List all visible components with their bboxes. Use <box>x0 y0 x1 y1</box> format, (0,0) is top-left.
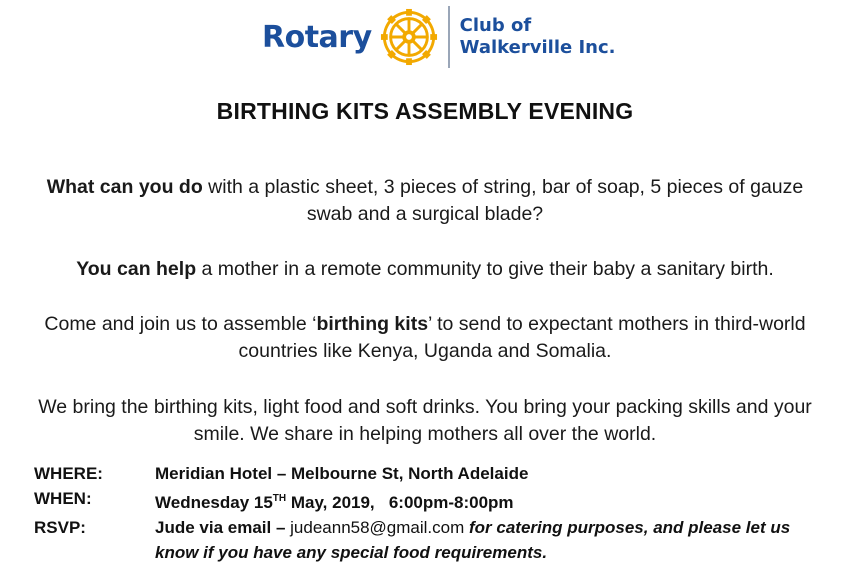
help-lead: You can help <box>76 258 197 280</box>
page-title: BIRTHING KITS ASSEMBLY EVENING <box>216 98 634 124</box>
when-suffix: TH <box>272 493 287 504</box>
rsvp-row <box>34 515 834 565</box>
rsvp-email-link[interactable]: judeann58@gmail.com <box>290 518 465 537</box>
club-line-1: Club of <box>459 15 532 36</box>
where-value: Meridian Hotel – Melbourne St, North Adelaide <box>155 464 529 483</box>
logo-brand: Rotary <box>262 19 372 55</box>
club-line-2: Walkerville Inc. <box>459 37 616 58</box>
join-text-before: Come and join us to assemble ‘ <box>44 313 317 335</box>
logo-divider <box>448 6 450 68</box>
when-label: WHEN: <box>34 489 92 508</box>
club-name <box>460 15 616 59</box>
when-value <box>155 486 834 515</box>
when-rest: May, 2019, 6:00pm-8:00pm <box>286 493 514 512</box>
where-row <box>34 461 834 486</box>
intro-text: with a plastic sheet, 3 pieces of string, bar of soap, 5 pieces of gauze swab and a surgical blade? <box>202 176 804 225</box>
where-label: WHERE: <box>34 464 103 483</box>
rsvp-note: for catering purposes, and please let us know if you have any special food requirements. <box>155 518 791 562</box>
when-day: Wednesday 15 <box>155 493 273 512</box>
bring-paragraph: We bring the birthing kits, light food and soft drinks. You bring your packing skills and your smile. We share in helping mothers all over the world. <box>38 396 812 445</box>
join-text-after: ’ to send to expectant mothers in third-world countries like Kenya, Uganda and Somalia. <box>238 313 806 362</box>
when-row <box>34 486 834 515</box>
join-paragraph <box>30 311 820 365</box>
rsvp-value <box>155 515 834 565</box>
join-emphasis: birthing kits <box>316 313 429 335</box>
intro-paragraph <box>30 174 820 228</box>
event-details <box>34 461 834 565</box>
help-paragraph <box>30 256 820 283</box>
rsvp-label: RSVP: <box>34 518 86 537</box>
rotary-logo <box>262 4 616 70</box>
rsvp-name: Jude via email – <box>155 518 291 537</box>
intro-lead: What can you do <box>46 176 203 198</box>
help-text: a mother in a remote community to give their baby a sanitary birth. <box>196 258 774 280</box>
rotary-wheel-icon <box>380 8 438 66</box>
